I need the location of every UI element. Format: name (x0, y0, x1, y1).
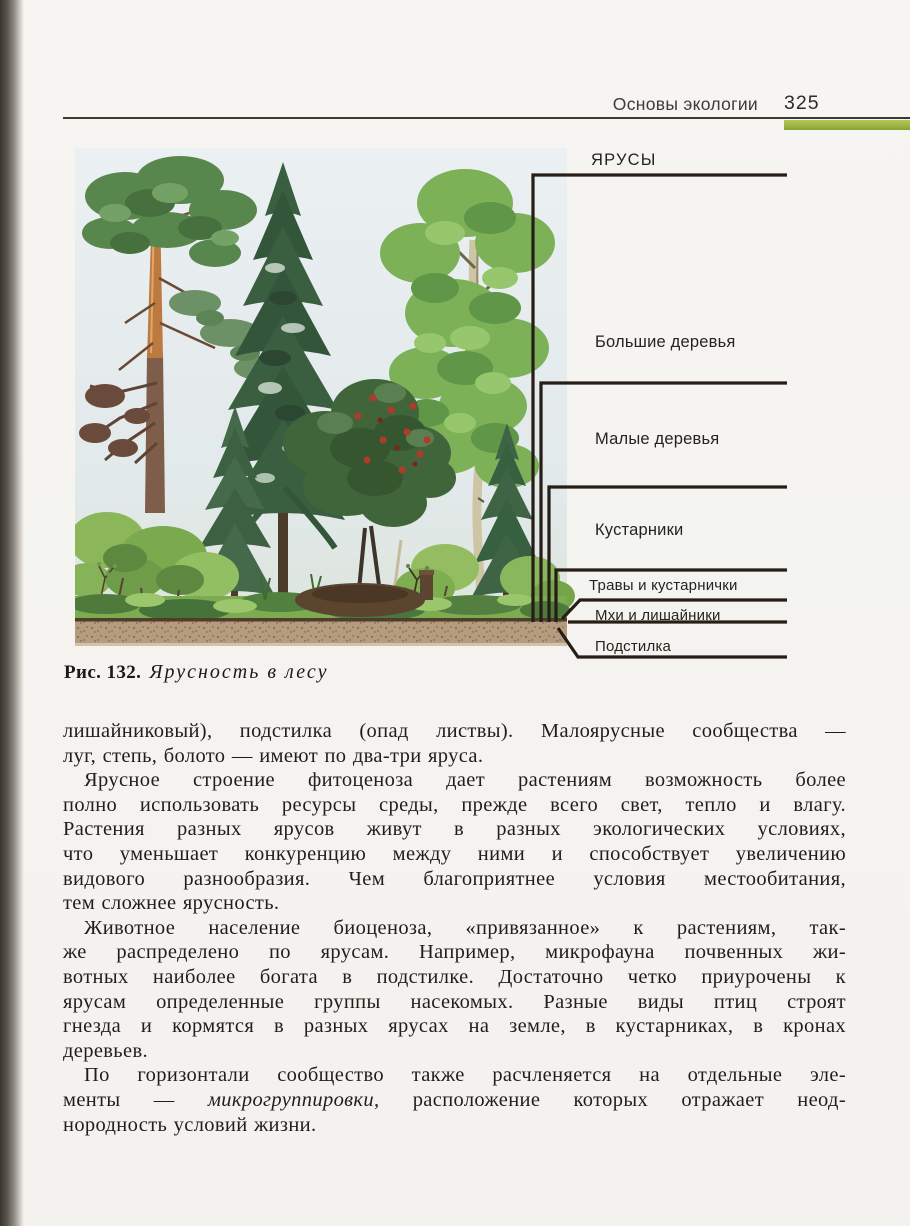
header-rule (63, 117, 910, 119)
layer-label-shrubs: Кустарники (595, 521, 684, 539)
text-line: Ярусное строение фитоценоза дает растениям возможность более (84, 769, 846, 792)
soil-litter-layer (75, 618, 567, 646)
text-line: ярусам определенные группы насекомых. Разные виды птиц строят (63, 990, 846, 1013)
text-line: что уменьшает конкуренцию между ними и способствует увеличению (63, 842, 846, 865)
text-line: Животное население биоценоза, «привязанное» к растениям, так- (84, 916, 846, 939)
text-line: менты — микрогруппировки, расположение которых отражает неод- (63, 1088, 846, 1111)
figure-forest-layers (75, 148, 789, 660)
figure-caption (64, 661, 328, 684)
text-line: же распределено по ярусам. Например, микрофауна почвенных жи- (63, 941, 846, 964)
page-number: 325 (784, 92, 820, 114)
caption-title: Ярусность в лесу (149, 661, 329, 683)
layer-label-herbs: Травы и кустарнички (589, 577, 738, 594)
book-binding-shadow (0, 0, 24, 1226)
header-accent-bar (784, 120, 910, 130)
layer-label-small-trees: Малые деревья (595, 430, 720, 448)
text-line: тем сложнее ярусность. (63, 892, 280, 915)
text-line: деревьев. (63, 1039, 148, 1062)
text-line: нородность условий жизни. (63, 1113, 317, 1136)
text-line: лишайниковый), подстилка (опад листвы). Малоярусные сообщества — (63, 720, 846, 742)
text-line: видового разнообразия. Чем благоприятнее условия местообитания, (63, 867, 846, 890)
layer-label-big-trees: Большие деревья (595, 333, 736, 351)
text-line: луг, степь, болото — имеют по два-три яруса. (63, 744, 484, 767)
layer-label-mosses: Мхи и лишайники (595, 607, 721, 624)
diagram-title: ЯРУСЫ (591, 151, 657, 169)
body-text (63, 719, 846, 1137)
text-line: Растения разных ярусов живут в разных экологических условиях, (63, 818, 846, 841)
caption-number: Рис. 132. (64, 662, 142, 683)
text-line: гнезда и кормятся в разных ярусах на земле, в кустарниках, в кронах (63, 1015, 846, 1038)
text-line: вотных наиболее богата в подстилке. Достаточно четко приурочены к (63, 965, 846, 988)
text-line: По горизонтали сообщество также расчленяется на отдельные эле- (84, 1064, 846, 1087)
layer-label-litter: Подстилка (595, 638, 672, 655)
header-section-title: Основы экологии (612, 94, 758, 114)
text-line: полно использовать ресурсы среды, прежде всего свет, тепло и влагу. (63, 793, 846, 816)
